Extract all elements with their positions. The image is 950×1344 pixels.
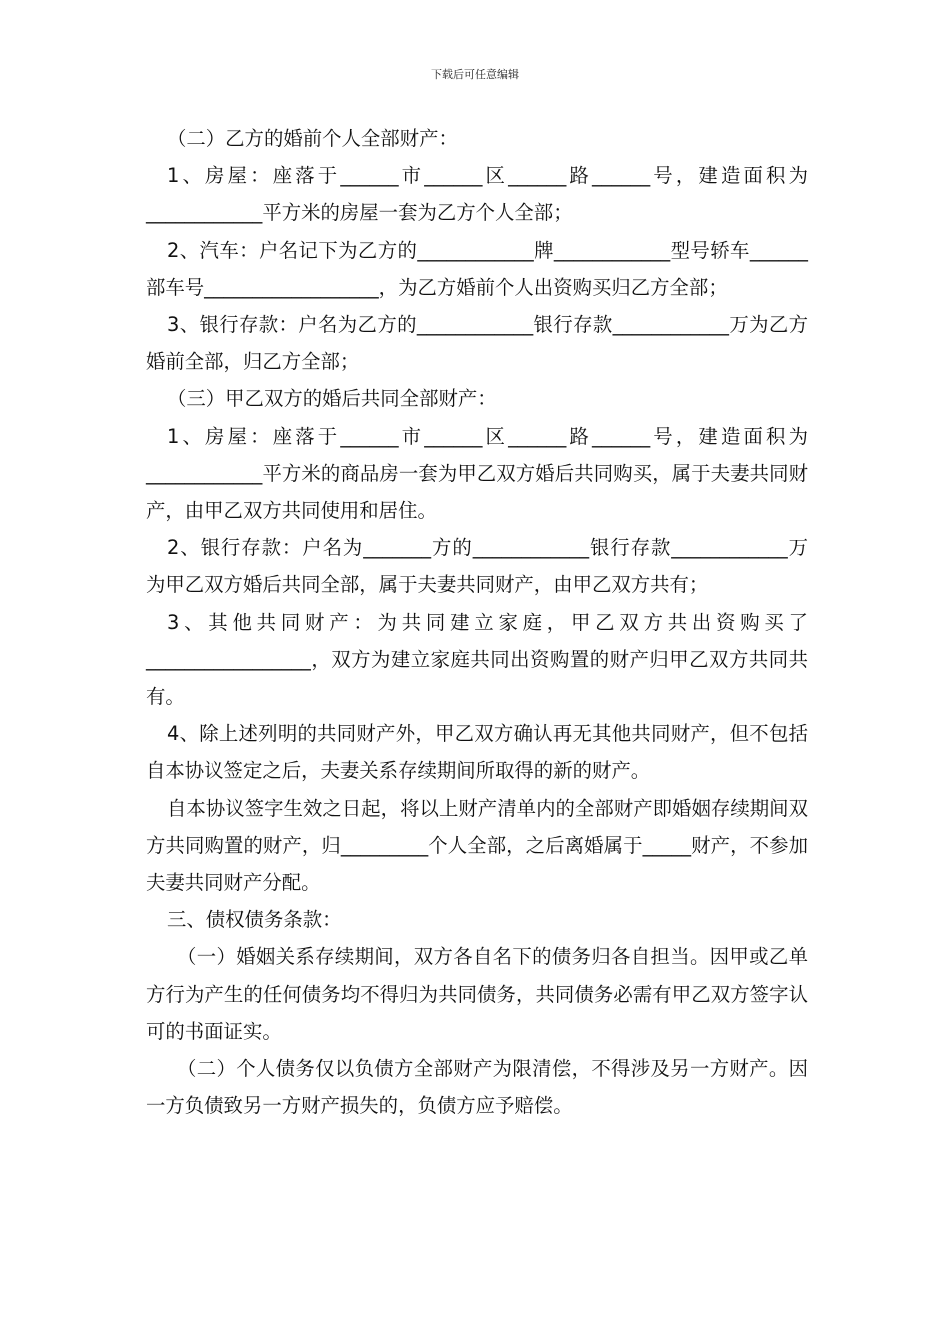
- clause-house-joint: 1、房屋：座落于______市______区______路______号，建造面积为____________平方米的商品房一套为甲乙双方婚后共同购买，属于夫妻共同财产，由甲乙双方共同使用和居住。: [146, 424, 808, 523]
- section-heading-3: （三）甲乙双方的婚后共同全部财产：: [167, 387, 497, 411]
- clause-debts-2: （二）个人债务仅以负债方全部财产为限清偿，不得涉及另一方财产。因一方负债致另一方财产损失的，负债方应予赔偿。: [146, 1057, 808, 1118]
- clause-bank-b: 3、银行存款：户名为乙方的____________银行存款____________万为乙方婚前全部，归乙方全部；: [146, 313, 808, 374]
- clause-other-joint: 3、其他共同财产：为共同建立家庭，甲乙双方共出资购买了 _________________，双方为建立家庭共同出资购置的财产归甲乙双方共同共有。: [146, 610, 808, 709]
- clause-house-b: 1、房屋：座落于______市______区______路______号，建造面积为____________平方米的房屋一套为乙方个人全部；: [146, 164, 808, 225]
- clause-debts-1: （一）婚姻关系存续期间，双方各自名下的债务归各自担当。因甲或乙单方行为产生的任何债务均不得归为共同债务，共同债务必需有甲乙双方签字认可的书面证实。: [146, 945, 808, 1043]
- page-header: 下载后可任意编辑: [431, 68, 519, 81]
- section-heading-2: （二）乙方的婚前个人全部财产：: [167, 127, 458, 150]
- clause-car-b: 2、汽车：户名记下为乙方的____________牌____________型号轿车______部车号__________________，为乙方婚前个人出资购买归乙方全部；: [146, 238, 808, 299]
- section-heading-debts: 三、债权债务条款：: [167, 908, 342, 932]
- clause-no-other-property: 4、除上述列明的共同财产外，甲乙双方确认再无其他共同财产，但不包括自本协议签定之后，夫妻关系存续期间所取得的新的财产。: [146, 722, 808, 783]
- document-body: [146, 120, 808, 1124]
- clause-effective-date: 自本协议签字生效之日起，将以上财产清单内的全部财产即婚姻存续期间双方共同购置的财产，归_________个人全部，之后离婚属于_____财产，不参加夫妻共同财产分配。: [146, 796, 808, 895]
- clause-bank-joint: 2、银行存款：户名为_______方的____________银行存款____________万为甲乙双方婚后共同全部，属于夫妻共同财产，由甲乙双方共有；: [146, 536, 808, 597]
